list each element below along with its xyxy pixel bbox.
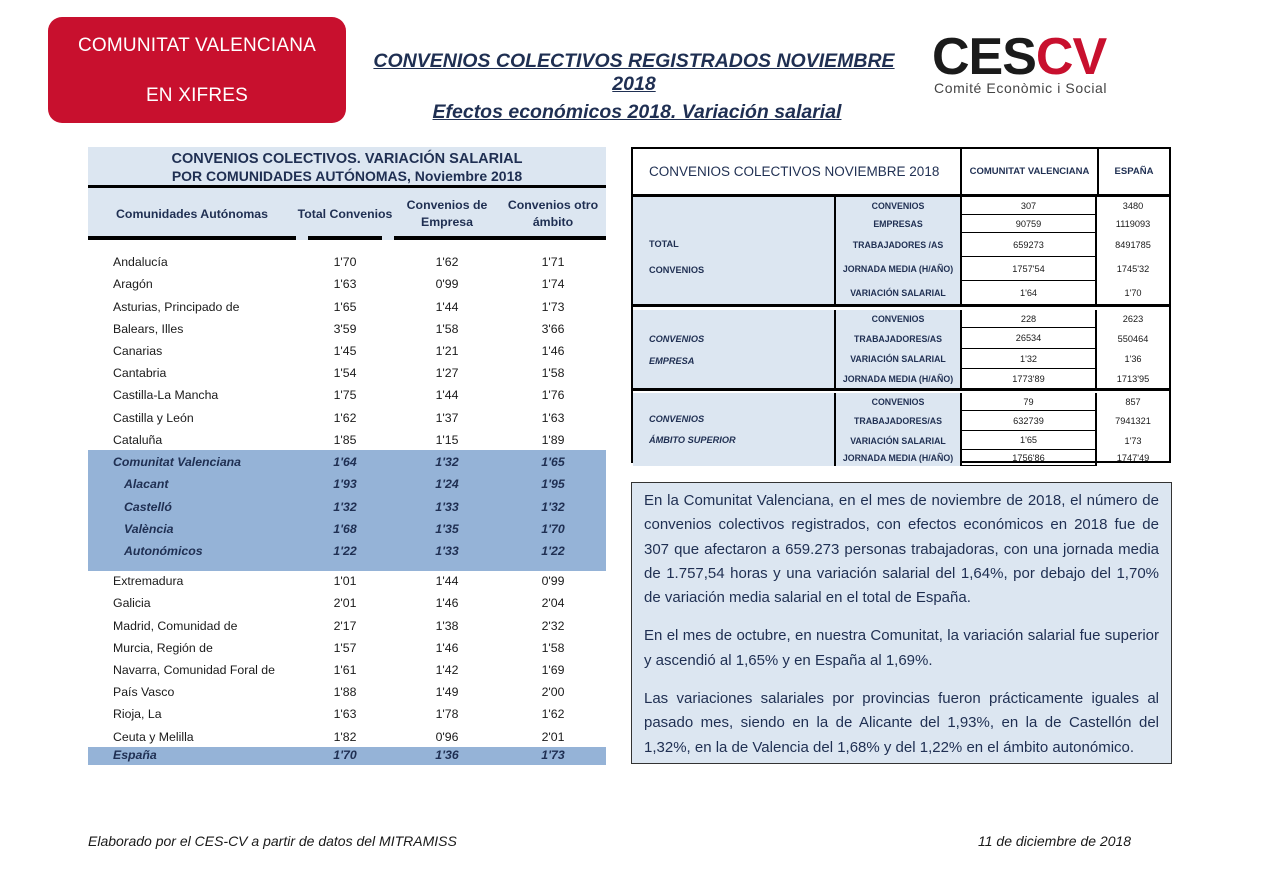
- total-value: 1'45: [333, 344, 357, 358]
- table-row: [88, 429, 606, 451]
- empresa-value: 1'33: [435, 500, 459, 514]
- logo-wordmark: [932, 28, 1106, 86]
- summary-row: [836, 215, 1169, 233]
- region-name: Andalucía: [113, 255, 168, 269]
- cv-value: 659273: [960, 233, 1097, 257]
- cescv-logo: [932, 28, 1164, 98]
- region-name: País Vasco: [113, 685, 175, 699]
- total-value: 1'54: [333, 366, 357, 380]
- empresa-value: 1'27: [435, 366, 459, 380]
- es-value: 2623: [1122, 314, 1144, 324]
- table-row: [88, 703, 606, 725]
- summary-row: [836, 411, 1169, 431]
- section-label-line: TOTAL: [649, 239, 679, 249]
- total-value: 1'75: [333, 388, 357, 402]
- cv-value: 79: [960, 393, 1097, 411]
- summary-section: [633, 310, 1169, 389]
- otro-value: 1'58: [541, 641, 565, 655]
- otro-value: 1'71: [541, 255, 565, 269]
- otro-value: 0'99: [541, 574, 565, 588]
- cv-value: 1'32: [960, 349, 1097, 369]
- es-value: 857: [1125, 397, 1141, 407]
- logo-part-cv: CV: [1035, 28, 1107, 86]
- empresa-value: 1'58: [435, 322, 459, 336]
- es-value: 1747'49: [1116, 453, 1150, 463]
- total-value: 1'01: [333, 574, 357, 588]
- table-row: [88, 473, 606, 495]
- summary-col-cv: COMUNITAT VALENCIANA: [960, 149, 1097, 194]
- table-row: [88, 340, 606, 362]
- section-label-line: CONVENIOS: [649, 265, 705, 275]
- empresa-value: 1'33: [435, 544, 459, 558]
- otro-value: 1'74: [541, 277, 565, 291]
- otro-value: 1'65: [541, 455, 565, 469]
- table-row: [88, 746, 606, 768]
- cv-value: 1757'54: [960, 257, 1097, 281]
- table-row: [88, 362, 606, 384]
- region-name: Galicia: [113, 596, 151, 610]
- summary-section: [633, 197, 1169, 305]
- total-value: 1'93: [333, 477, 357, 491]
- es-value: 1'36: [1124, 354, 1142, 364]
- table-row: [88, 296, 606, 318]
- section-separator: [633, 388, 1169, 391]
- empresa-value: 1'44: [435, 300, 459, 314]
- empresa-value: 1'37: [435, 411, 459, 425]
- region-name: Navarra, Comunidad Foral de: [113, 663, 275, 677]
- section-label: [633, 393, 836, 466]
- es-value: 8491785: [1115, 240, 1151, 250]
- metric-label: EMPRESAS: [836, 215, 960, 233]
- table-row: [88, 540, 606, 562]
- total-value: 2'17: [333, 619, 357, 633]
- metric-label: JORNADA MEDIA (H/AÑO): [836, 450, 960, 466]
- otro-value: 1'22: [541, 544, 565, 558]
- header-rule: [308, 236, 382, 240]
- table-row: [88, 659, 606, 681]
- empresa-value: 1'21: [435, 344, 459, 358]
- summary-row: [836, 328, 1169, 349]
- empresa-value: 1'38: [435, 619, 459, 633]
- cv-value: 1756'86: [960, 450, 1097, 466]
- empresa-value: 1'36: [435, 748, 459, 762]
- otro-value: 1'89: [541, 433, 565, 447]
- total-value: 1'32: [333, 500, 357, 514]
- otro-value: 2'00: [541, 685, 565, 699]
- cv-value: 632739: [960, 411, 1097, 431]
- table-title-line-2: POR COMUNIDADES AUTÓNOMAS, Noviembre 2018: [171, 168, 523, 184]
- otro-value: 3'66: [541, 322, 565, 336]
- footer-source: Elaborado por el CES-CV a partir de datos del MITRAMISS: [88, 833, 457, 849]
- region-name: Balears, Illes: [113, 322, 184, 336]
- summary-row: [836, 257, 1169, 281]
- table-row: [88, 273, 606, 295]
- header-otro: Convenios otro ámbito: [507, 198, 599, 229]
- summary-row: [836, 369, 1169, 389]
- region-badge: [48, 17, 346, 123]
- region-name: Castelló: [124, 500, 172, 514]
- summary-row: [836, 197, 1169, 215]
- empresa-value: 1'46: [435, 641, 459, 655]
- summary-table: [631, 147, 1171, 463]
- otro-value: 1'73: [541, 748, 565, 762]
- otro-value: 1'46: [541, 344, 565, 358]
- metric-label: TRABAJADORES/AS: [836, 328, 960, 349]
- region-name: Comunitat Valenciana: [113, 455, 242, 469]
- region-name: Alacant: [124, 477, 169, 491]
- otro-value: 1'76: [541, 388, 565, 402]
- page-header: [354, 50, 914, 124]
- table-row: [88, 726, 606, 748]
- total-value: 1'63: [333, 707, 357, 721]
- header-total: Total Convenios: [297, 206, 393, 221]
- summary-row: [836, 233, 1169, 257]
- empresa-value: 0'99: [435, 277, 459, 291]
- summary-title: CONVENIOS COLECTIVOS NOVIEMBRE 2018: [649, 164, 940, 179]
- table-row: [88, 451, 606, 473]
- total-value: 1'64: [333, 455, 357, 469]
- total-value: 1'68: [333, 522, 357, 536]
- commentary-paragraph-2: En el mes de octubre, en nuestra Comunitat, la variación salarial fue superior y ascendió al 1,65% y en España al 1,69%.: [644, 627, 1159, 669]
- empresa-value: 1'35: [435, 522, 459, 536]
- total-value: 1'57: [333, 641, 357, 655]
- table-row: [88, 518, 606, 540]
- table-row: [88, 251, 606, 273]
- region-name: Extremadura: [113, 574, 184, 588]
- es-value: 1'70: [1124, 288, 1142, 298]
- region-name: Castilla y León: [113, 411, 194, 425]
- section-label: [633, 197, 836, 305]
- region-name: Aragón: [113, 277, 153, 291]
- table-row: [88, 637, 606, 659]
- total-value: 2'01: [333, 596, 357, 610]
- table-row: [88, 570, 606, 592]
- summary-row: [836, 349, 1169, 369]
- commentary-box: [631, 482, 1172, 764]
- section-label-line: ÁMBITO SUPERIOR: [649, 435, 736, 445]
- summary-row: [836, 393, 1169, 411]
- total-value: 1'62: [333, 411, 357, 425]
- empresa-value: 1'42: [435, 663, 459, 677]
- region-name: Madrid, Comunidad de: [113, 619, 238, 633]
- otro-value: 1'58: [541, 366, 565, 380]
- cv-value: 228: [960, 310, 1097, 328]
- otro-value: 1'70: [541, 522, 565, 536]
- summary-col-es: ESPAÑA: [1097, 149, 1169, 194]
- table-row: [88, 384, 606, 406]
- empresa-value: 0'96: [435, 730, 459, 744]
- region-name: Cantabria: [113, 366, 167, 380]
- otro-value: 1'62: [541, 707, 565, 721]
- es-value: 1713'95: [1116, 374, 1150, 384]
- region-name: Asturias, Principado de: [113, 300, 240, 314]
- total-value: 1'70: [333, 255, 357, 269]
- otro-value: 1'95: [541, 477, 565, 491]
- metric-label: JORNADA MEDIA (H/AÑO): [836, 369, 960, 389]
- page-subtitle: Efectos económicos 2018. Variación salarial: [432, 101, 842, 123]
- otro-value: 1'32: [541, 500, 565, 514]
- page-title: CONVENIOS COLECTIVOS REGISTRADOS NOVIEMBRE 2018: [373, 50, 895, 95]
- cv-value: 1'65: [960, 431, 1097, 450]
- table-title: [88, 147, 606, 188]
- section-label: [633, 310, 836, 389]
- region-name: Canarias: [113, 344, 163, 358]
- cv-value: 1773'89: [960, 369, 1097, 389]
- total-value: 1'22: [333, 544, 357, 558]
- es-value: 3480: [1122, 201, 1144, 211]
- section-label-line: CONVENIOS: [649, 334, 705, 344]
- total-value: 1'63: [333, 277, 357, 291]
- badge-line-1: COMUNITAT VALENCIANA: [77, 34, 316, 56]
- region-name: Castilla-La Mancha: [113, 388, 219, 402]
- otro-value: 2'01: [541, 730, 565, 744]
- empresa-value: 1'44: [435, 574, 459, 588]
- total-value: 1'82: [333, 730, 357, 744]
- header-empresa: Convenios de Empresa: [406, 198, 488, 229]
- section-separator: [633, 304, 1169, 307]
- table-row: [88, 615, 606, 637]
- section-label-line: CONVENIOS: [649, 414, 705, 424]
- empresa-value: 1'24: [435, 477, 459, 491]
- cv-value: 307: [960, 197, 1097, 215]
- table-row: [88, 407, 606, 429]
- otro-value: 2'32: [541, 619, 565, 633]
- table-row: [88, 592, 606, 614]
- summary-section: [633, 393, 1169, 466]
- summary-row: [836, 281, 1169, 305]
- region-name: Ceuta y Melilla: [113, 730, 194, 744]
- empresa-value: 1'44: [435, 388, 459, 402]
- total-value: 1'65: [333, 300, 357, 314]
- header-rule: [394, 236, 606, 240]
- otro-value: 1'73: [541, 300, 565, 314]
- metric-label: VARIACIÓN SALARIAL: [836, 431, 960, 450]
- es-value: 1'73: [1124, 435, 1142, 446]
- summary-header: [633, 149, 1169, 197]
- table-row: [88, 318, 606, 340]
- summary-row: [836, 431, 1169, 450]
- total-value: 1'70: [333, 748, 357, 762]
- metric-label: VARIACIÓN SALARIAL: [836, 349, 960, 369]
- commentary-paragraph-3: Las variaciones salariales por provincias fueron prácticamente iguales al pasado mes, siendo en la de Alicante del 1,93%, en la de Castellón del 1,32%, en la de Valencia del 1,68% y del 1,22% en el ámbito autonómico.: [644, 690, 1159, 756]
- region-name: España: [113, 748, 157, 762]
- otro-value: 2'04: [541, 596, 565, 610]
- table-row: [88, 496, 606, 518]
- total-value: 3'59: [333, 322, 357, 336]
- empresa-value: 1'15: [435, 433, 459, 447]
- commentary-paragraph-1: En la Comunitat Valenciana, en el mes de noviembre de 2018, el número de convenios colectivos registrados, con efectos económicos en 2018 fue de 307 que afectaron a 659.273 personas trabajadoras, con una jornada media de 1.757,54 horas y una variación salarial del 1,64%, por debajo del 1,70% de variación media salarial en el total de España.: [644, 492, 1159, 607]
- metric-label: CONVENIOS: [836, 310, 960, 328]
- total-value: 1'61: [333, 663, 357, 677]
- region-name: Murcia, Región de: [113, 641, 213, 655]
- header-comunidades: Comunidades Autónomas: [116, 206, 268, 221]
- metric-label: VARIACIÓN SALARIAL: [836, 281, 960, 305]
- region-name: Autonómicos: [124, 544, 203, 558]
- metric-label: TRABAJADORES/AS: [836, 411, 960, 431]
- cv-value: 90759: [960, 215, 1097, 233]
- es-value: 1745'32: [1116, 264, 1150, 274]
- total-value: 1'88: [333, 685, 357, 699]
- otro-value: 1'63: [541, 411, 565, 425]
- empresa-value: 1'46: [435, 596, 459, 610]
- logo-tagline: Comité Econòmic i Social: [934, 80, 1108, 96]
- section-label-line: EMPRESA: [649, 356, 695, 366]
- table-row: [88, 681, 606, 703]
- cv-value: 1'64: [960, 281, 1097, 305]
- metric-label: CONVENIOS: [836, 197, 960, 215]
- badge-line-2: EN XIFRES: [145, 84, 249, 106]
- region-name: València: [124, 522, 174, 536]
- empresa-value: 1'78: [435, 707, 459, 721]
- metric-label: CONVENIOS: [836, 393, 960, 411]
- header-rule: [88, 236, 296, 240]
- summary-row: [836, 310, 1169, 328]
- region-name: Cataluña: [113, 433, 163, 447]
- logo-part-ces: CES: [932, 28, 1036, 86]
- es-value: 550464: [1117, 333, 1149, 344]
- regional-wage-table: [88, 147, 606, 767]
- empresa-value: 1'62: [435, 255, 459, 269]
- summary-row: [836, 450, 1169, 466]
- table-header-row: [88, 188, 606, 240]
- metric-label: TRABAJADORES /AS: [836, 233, 960, 257]
- cv-value: 26534: [960, 328, 1097, 349]
- metric-label: JORNADA MEDIA (H/AÑO): [836, 257, 960, 281]
- total-value: 1'85: [333, 433, 357, 447]
- empresa-value: 1'32: [435, 455, 459, 469]
- region-name: Rioja, La: [113, 707, 162, 721]
- table-title-line-1: CONVENIOS COLECTIVOS. VARIACIÓN SALARIAL: [171, 151, 523, 167]
- es-value: 7941321: [1115, 416, 1151, 426]
- footer-date: 11 de diciembre de 2018: [978, 833, 1132, 849]
- empresa-value: 1'49: [435, 685, 459, 699]
- otro-value: 1'69: [541, 663, 565, 677]
- es-value: 1119093: [1115, 219, 1151, 229]
